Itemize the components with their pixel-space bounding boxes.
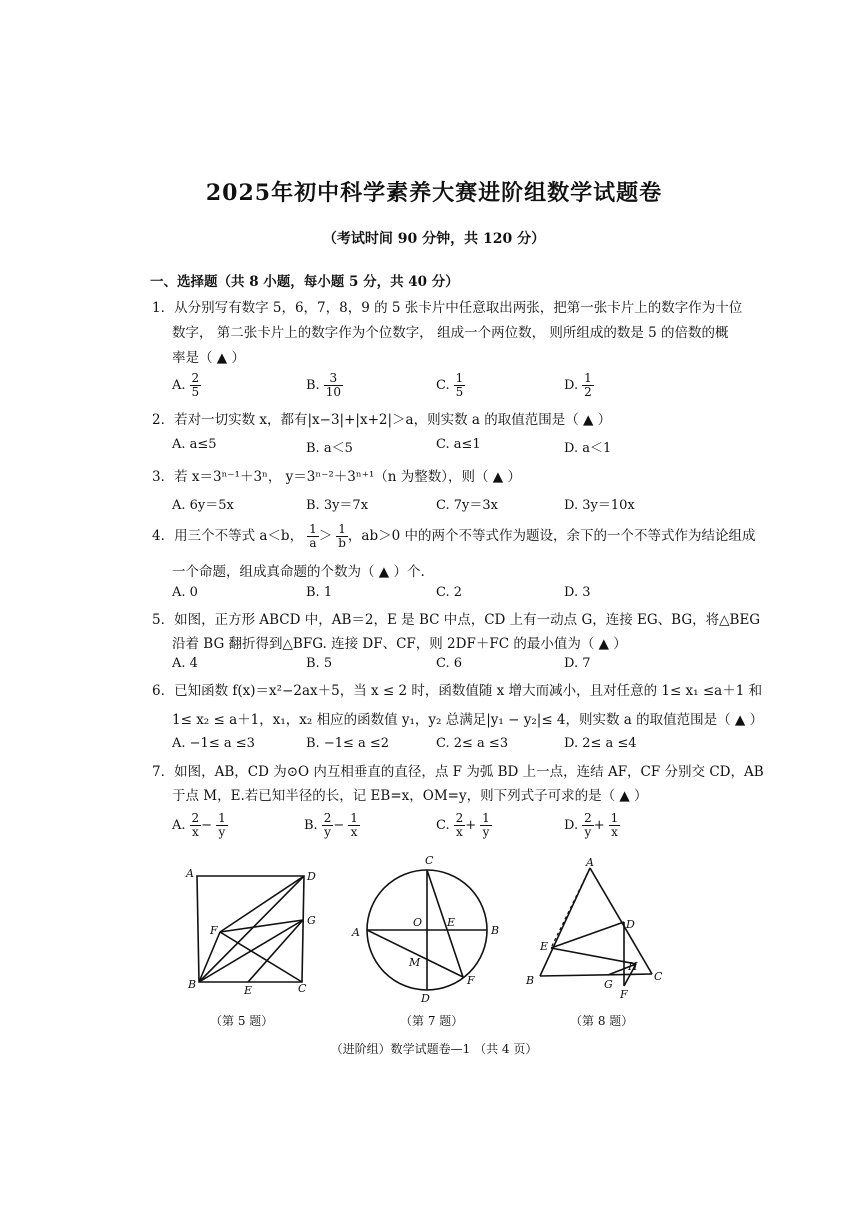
numerator: 1: [584, 371, 592, 385]
segment-ed: [551, 922, 624, 948]
q3-option-c: C. 7y＝3x: [436, 498, 498, 513]
numerator: 1: [610, 811, 619, 825]
numerator: 1: [309, 522, 317, 536]
option-label: D.: [564, 818, 579, 833]
q2-option-d: D. a＜1: [564, 441, 612, 456]
label-a: A: [586, 856, 594, 869]
segment-cf: [427, 870, 463, 977]
section-heading: 一、选择题（共 8 小题，每小题 5 分，共 40 分）: [150, 274, 459, 290]
numerator: 2: [191, 811, 200, 825]
fraction: [582, 372, 594, 399]
denominator: b: [338, 536, 346, 550]
label-e: E: [447, 916, 456, 929]
operator: −: [333, 818, 345, 833]
denominator: 5: [455, 385, 464, 399]
q3-option-a: A. 6y＝5x: [172, 498, 234, 513]
numerator: 2: [455, 811, 464, 825]
numerator: 2: [191, 371, 200, 385]
q5-line1: 5．如图，正方形 ABCD 中，AB＝2，E 是 BC 中点，CD 上有一动点 G，连接 EG、BG，将△BEG: [152, 612, 761, 628]
q3-option-b: B. 3y＝7x: [306, 498, 369, 513]
exam-info: （考试时间 90 分钟，共 120 分）: [322, 231, 546, 247]
operator: +: [465, 818, 477, 833]
figure-7-caption: （第 7 题）: [400, 1014, 464, 1028]
segment-eg: [248, 920, 303, 982]
fraction: [307, 523, 319, 550]
denominator: y: [482, 825, 490, 839]
numerator: 1: [218, 811, 226, 825]
fraction: [216, 812, 228, 839]
q2-option-a: A. a≤5: [172, 437, 217, 452]
denominator: 5: [191, 385, 200, 399]
fraction: [190, 372, 202, 399]
label-c: C: [654, 970, 663, 983]
numerator: 1: [350, 811, 358, 825]
fraction: [582, 812, 594, 839]
segment-bc: [540, 974, 652, 976]
fraction: [480, 812, 492, 839]
q4-text-b: ，ab＞0 中的两个不等式作为题设，余下的一个不等式作为结论组成: [347, 528, 756, 544]
label-o: O: [413, 916, 423, 929]
fraction: [322, 812, 334, 839]
denominator: x: [611, 825, 618, 839]
segment-fc: [220, 932, 302, 982]
q6-line1: 6．已知函数 f(x)＝x²−2ax＋5，当 x ≤ 2 时，函数值随 x 增大而减小，且对任意的 1≤ x₁ ≤a＋1 和: [152, 683, 763, 699]
label-f: F: [467, 974, 475, 987]
option-label: C.: [436, 818, 450, 833]
q3-option-d: D. 3y＝10x: [564, 498, 635, 513]
page-title: 2025年初中科学素养大赛进阶组数学试题卷: [205, 180, 663, 206]
q6-option-c: C. 2≤ a ≤3: [436, 736, 509, 751]
q6-option-a: A. −1≤ a ≤3: [172, 736, 255, 751]
option-label: B.: [304, 818, 318, 833]
label-g: G: [307, 914, 316, 927]
q4-line1: [152, 523, 755, 550]
label-d: D: [307, 870, 316, 883]
q5-option-a: A. 4: [172, 656, 198, 671]
label-b: B: [491, 924, 500, 937]
figure-5-caption: （第 5 题）: [210, 1014, 274, 1028]
segment-ac: [590, 868, 652, 974]
fraction: [324, 372, 343, 399]
denominator: 2: [584, 385, 592, 399]
segment-fg: [220, 920, 303, 932]
label-d: D: [421, 992, 430, 1005]
fraction: [609, 812, 621, 839]
label-m: M: [409, 956, 421, 969]
q2-option-c: C. a≤1: [436, 437, 481, 452]
label-e: E: [540, 940, 549, 953]
q7-line2: 于点 M，E.若已知半径的长，记 EB=x，OM=y，则下列式子可求的是（ ▲ ）: [172, 788, 648, 804]
q1-option-a: [172, 372, 201, 399]
operator: −: [201, 818, 213, 833]
q1-line2: 数字， 第二张卡片上的数字作为个位数字， 组成一个两位数， 则所组成的数是 5 的倍数的概: [172, 325, 729, 341]
figure-8: [520, 856, 670, 1006]
denominator: x: [350, 825, 358, 839]
q2-line1: 2．若对一切实数 x，都有|x−3|+|x+2|＞a，则实数 a 的取值范围是（ ▲ ）: [152, 412, 612, 428]
label-b: B: [188, 978, 197, 991]
figure-7: [345, 850, 505, 1010]
label-d: D: [626, 918, 635, 931]
denominator: y: [584, 825, 592, 839]
q4-option-b: B. 1: [306, 585, 333, 600]
numerator: 1: [336, 523, 348, 537]
segment-bf: [199, 932, 220, 982]
q4-option-a: A. 0: [172, 585, 198, 600]
option-label: C.: [436, 378, 450, 393]
segment-fd: [220, 876, 304, 932]
q3-line1: 3．若 x＝3ⁿ⁻¹＋3ⁿ， y＝3ⁿ⁻²＋3ⁿ⁺¹（n 为整数），则（ ▲ ）: [152, 469, 521, 485]
q5-option-d: D. 7: [564, 656, 591, 671]
option-label: A.: [172, 378, 186, 393]
q5-option-c: C. 6: [436, 656, 463, 671]
page-footer: （进阶组）数学试题卷—1 （共 4 页）: [330, 1042, 538, 1056]
q2-option-b: B. a＜5: [306, 441, 353, 456]
denominator: a: [309, 536, 317, 550]
q1-option-d: [564, 372, 594, 399]
denominator: y: [218, 825, 226, 839]
q7-option-b: [304, 812, 360, 839]
operator: +: [593, 818, 605, 833]
operator: ＞: [318, 528, 333, 544]
q4-line2: 一个命题，组成真命题的个数为（ ▲ ）个.: [172, 564, 425, 580]
numerator: 2: [323, 811, 332, 825]
q1-line3: 率是（ ▲ ）: [172, 350, 245, 366]
label-f: F: [210, 924, 218, 937]
label-c: C: [425, 854, 434, 867]
denominator: x: [456, 825, 463, 839]
q7-option-c: [436, 812, 492, 839]
numerator: 3: [324, 372, 343, 386]
label-g: G: [604, 978, 613, 991]
q5-line2: 沿着 BG 翻折得到△BFG. 连接 DF、CF，则 2DF＋FC 的最小值为（ ▲ ）: [172, 636, 627, 652]
q1-option-c: [436, 372, 465, 399]
label-e: E: [244, 984, 253, 997]
numerator: 1: [482, 811, 490, 825]
label-b: B: [526, 974, 535, 987]
q4-text-a: 4．用三个不等式 a＜b，: [152, 528, 304, 544]
numerator: 1: [455, 371, 464, 385]
option-label: A.: [172, 818, 186, 833]
q6-line2: 1≤ x₂ ≤ a＋1，x₁，x₂ 相应的函数值 y₁，y₂ 总满足|y₁ − y₂|≤ 4，则实数 a 的取值范围是（ ▲ ）: [172, 712, 764, 728]
fraction: [336, 523, 348, 550]
q1-option-b: [306, 372, 343, 399]
label-f: F: [620, 988, 628, 1001]
option-label: B.: [306, 378, 320, 393]
figure-8-caption: （第 8 题）: [570, 1014, 634, 1028]
q6-option-d: D. 2≤ a ≤4: [564, 736, 637, 751]
denominator: y: [324, 825, 331, 839]
q1-line1: 1．从分别写有数字 5，6，7，8，9 的 5 张卡片中任意取出两张，把第一张卡片上的数字作为十位: [152, 300, 743, 316]
fraction: [190, 812, 202, 839]
label-a: A: [352, 926, 360, 939]
label-c: C: [298, 982, 307, 995]
fraction: [454, 372, 466, 399]
fraction: [454, 812, 466, 839]
denominator: 10: [325, 385, 341, 399]
denominator: x: [191, 825, 199, 839]
q7-option-a: [172, 812, 228, 839]
label-h: H: [628, 960, 638, 973]
numerator: 2: [584, 811, 592, 825]
q4-option-c: C. 2: [436, 585, 463, 600]
q5-option-b: B. 5: [306, 656, 333, 671]
label-a: A: [186, 867, 194, 880]
q4-option-d: D. 3: [564, 585, 591, 600]
fraction: [348, 812, 360, 839]
segment-ab: [540, 868, 590, 976]
q7-line1: 7．如图，AB，CD 为⊙O 内互相垂直的直径，点 F 为弧 BD 上一点，连结 AF，CF 分别交 CD，AB: [152, 764, 764, 780]
figure-5: [180, 860, 330, 1000]
option-label: D.: [564, 378, 579, 393]
q6-option-b: B. −1≤ a ≤2: [306, 736, 390, 751]
q7-option-d: [564, 812, 620, 839]
